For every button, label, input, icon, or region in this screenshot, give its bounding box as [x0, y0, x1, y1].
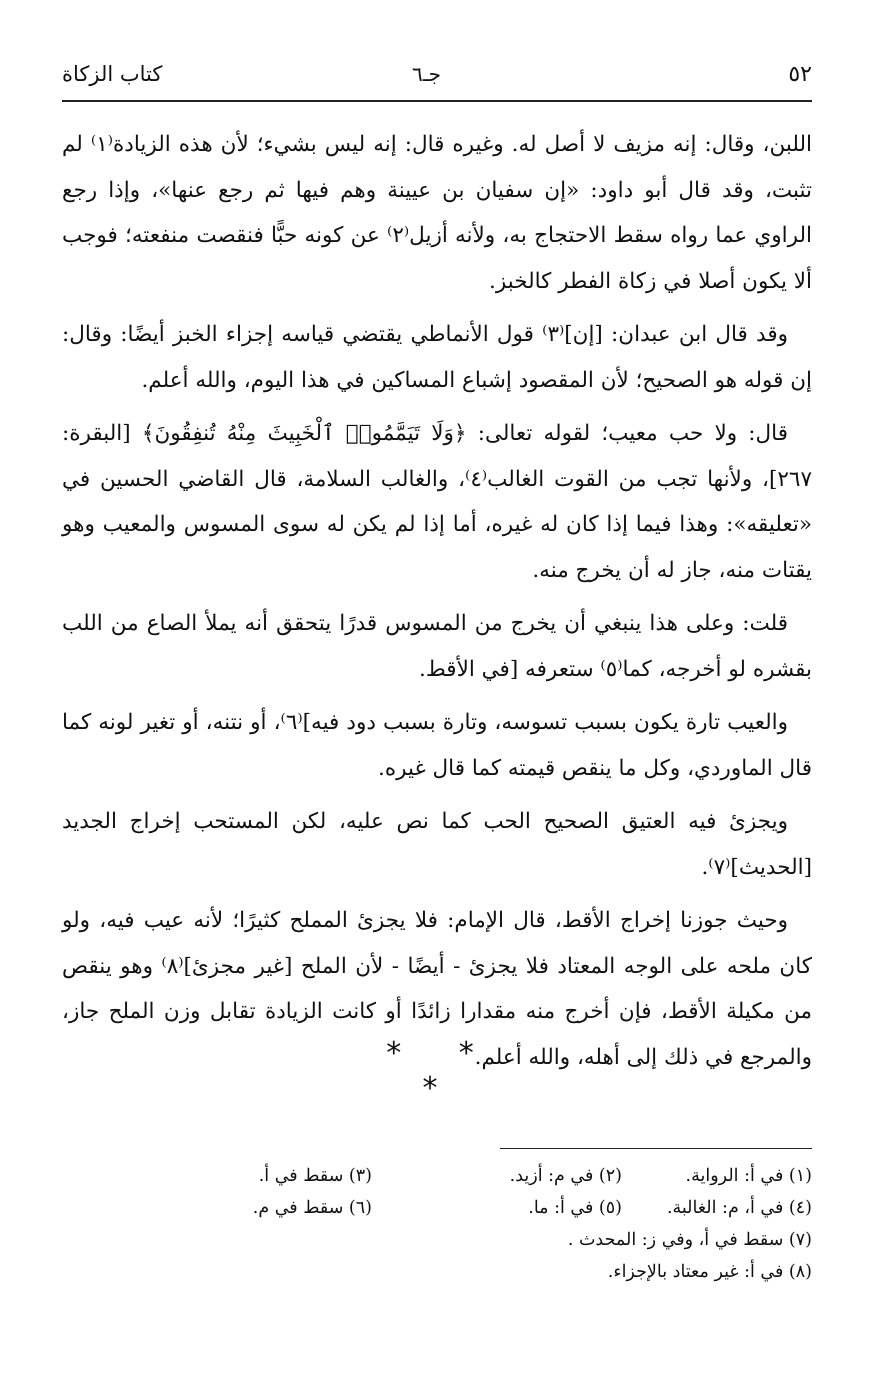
volume-label: جـ٦	[412, 62, 441, 86]
paragraph: قلت: وعلى هذا ينبغي أن يخرج من المسوس قدرًا يتحقق أنه يملأ الصاع من اللب بقشره لو أخرجه، كما⁽٥⁾ ستعرفه [في الأقط.	[62, 611, 812, 682]
footnote: (٨) في أ: غير معتاد بالإجزاء.	[607, 1262, 812, 1282]
footnote-row	[150, 1256, 812, 1288]
book-title: كتاب الزكاة	[62, 62, 163, 86]
footnote: (١) في أ: الرواية.	[685, 1166, 812, 1186]
footnote-row	[150, 1160, 812, 1192]
footnote: (٣) سقط في أ.	[258, 1166, 372, 1186]
paragraph: ويجزئ فيه العتيق الصحيح الحب كما نص عليه، لكن المستحب إخراج الجديد [الحديث]⁽٧⁾.	[62, 809, 812, 880]
footnote: (٤) في أ، م: الغالبة.	[666, 1198, 812, 1218]
footnote: (٧) سقط في أ، وفي ز: المحدث .	[567, 1230, 812, 1250]
footnote: (٢) في م: أزيد.	[509, 1166, 622, 1186]
paragraph: اللبن، وقال: إنه مزيف لا أصل له. وغيره قال: إنه ليس بشيء؛ لأن هذه الزيادة⁽١⁾ لم تثبت، وقد قال أبو داود: «إن سفيان بن عيينة وهم فيها ثم رجع عنها»، وإذا رجع الراوي عما رواه سقط الاحتجاج به، ولأنه أزيل⁽٢⁾ عن كونه حبًّا فنقصت منفعته؛ فوجب ألا يكون أصلا في زكاة الفطر كالخبز.	[62, 132, 813, 294]
section-separator: * * *	[386, 1036, 498, 1106]
paragraph: وقد قال ابن عبدان: [إن]⁽٣⁾ قول الأنماطي يقتضي قياسه إجزاء الخبز أيضًا: وقال: إن قوله هو الصحيح؛ لأن المقصود إشباع المساكين في هذا اليوم، والله أعلم.	[62, 322, 812, 393]
footnotes	[150, 1160, 812, 1288]
footnote-rule	[500, 1148, 812, 1149]
page-number: ٥٢	[788, 62, 812, 87]
paragraph: قال: ولا حب معيب؛ لقوله تعالى: ﴿وَلَا تَيَمَّمُوا۟ ٱلْخَبِيثَ مِنْهُ تُنفِقُونَ﴾ [البقرة: ٢٦٧]، ولأنها تجب من القوت الغالب⁽٤⁾، والغالب السلامة، قال القاضي الحسين في «تعليقه»: وهذا فيما إذا كان له غيره، أما إذا لم يكن له سوى المسوس والمعيب وهو يقتات منه، جاز له أن يخرج منه.	[62, 421, 812, 583]
main-text	[62, 122, 812, 1088]
paragraph: وحيث جوزنا إخراج الأقط، قال الإمام: فلا يجزئ المملح كثيرًا؛ لأنه عيب فيه، ولو كان ملحه على الوجه المعتاد فلا يجزئ - أيضًا - لأن الملح [غير مجزئ]⁽٨⁾ وهو ينقص من مكيلة الأقط، فإن أخرج منه مقدارا زائدًا أو كانت الزيادة تقابل وزن الملح جاز، والمرجع في ذلك إلى أهله، والله أعلم.	[62, 908, 812, 1070]
footnote-row	[150, 1192, 812, 1224]
footnote: (٦) سقط في م.	[252, 1198, 372, 1218]
footnote: (٥) في أ: ما.	[528, 1198, 622, 1218]
footnote-row	[150, 1224, 812, 1256]
header-rule	[62, 100, 812, 102]
page-header	[62, 58, 812, 98]
paragraph: والعيب تارة يكون بسبب تسوسه، وتارة بسبب دود فيه]⁽٦⁾، أو نتنه، أو تغير لونه كما قال الماوردي، وكل ما ينقص قيمته كما قال غيره.	[62, 710, 812, 781]
